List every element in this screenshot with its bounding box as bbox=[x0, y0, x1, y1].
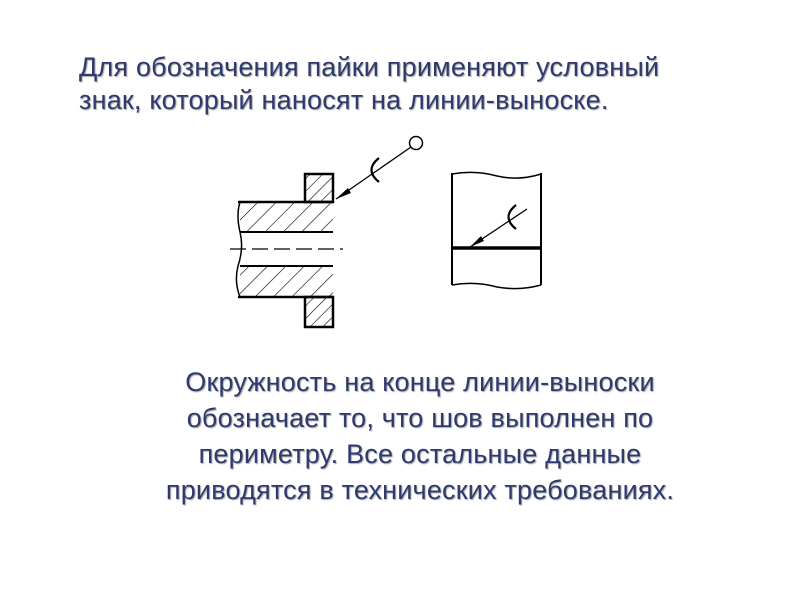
shaft-lower-hatch bbox=[240, 266, 333, 297]
heading-line-1: Для обозначения пайки применяют условный bbox=[79, 52, 660, 82]
perimeter-circle-mark bbox=[410, 137, 423, 150]
leader-arrow bbox=[336, 188, 351, 199]
caption-line-2: обозначает то, что шов выполнен по bbox=[186, 403, 654, 433]
heading-line-2: знак, который наносят на линии-выноске. bbox=[79, 85, 609, 115]
left-section-view bbox=[230, 137, 423, 328]
shaft-upper-hatch bbox=[240, 202, 333, 232]
caption-line-3: периметру. Все остальные данные bbox=[198, 439, 642, 469]
slide-caption bbox=[100, 364, 740, 508]
caption-line-4: приводятся в технических требованиях. bbox=[165, 475, 675, 505]
flange-lower bbox=[305, 297, 333, 327]
right-joint-view bbox=[452, 172, 541, 288]
flange-upper bbox=[305, 174, 333, 202]
caption-line-1: Окружность на конце линии-выноски bbox=[185, 367, 655, 397]
